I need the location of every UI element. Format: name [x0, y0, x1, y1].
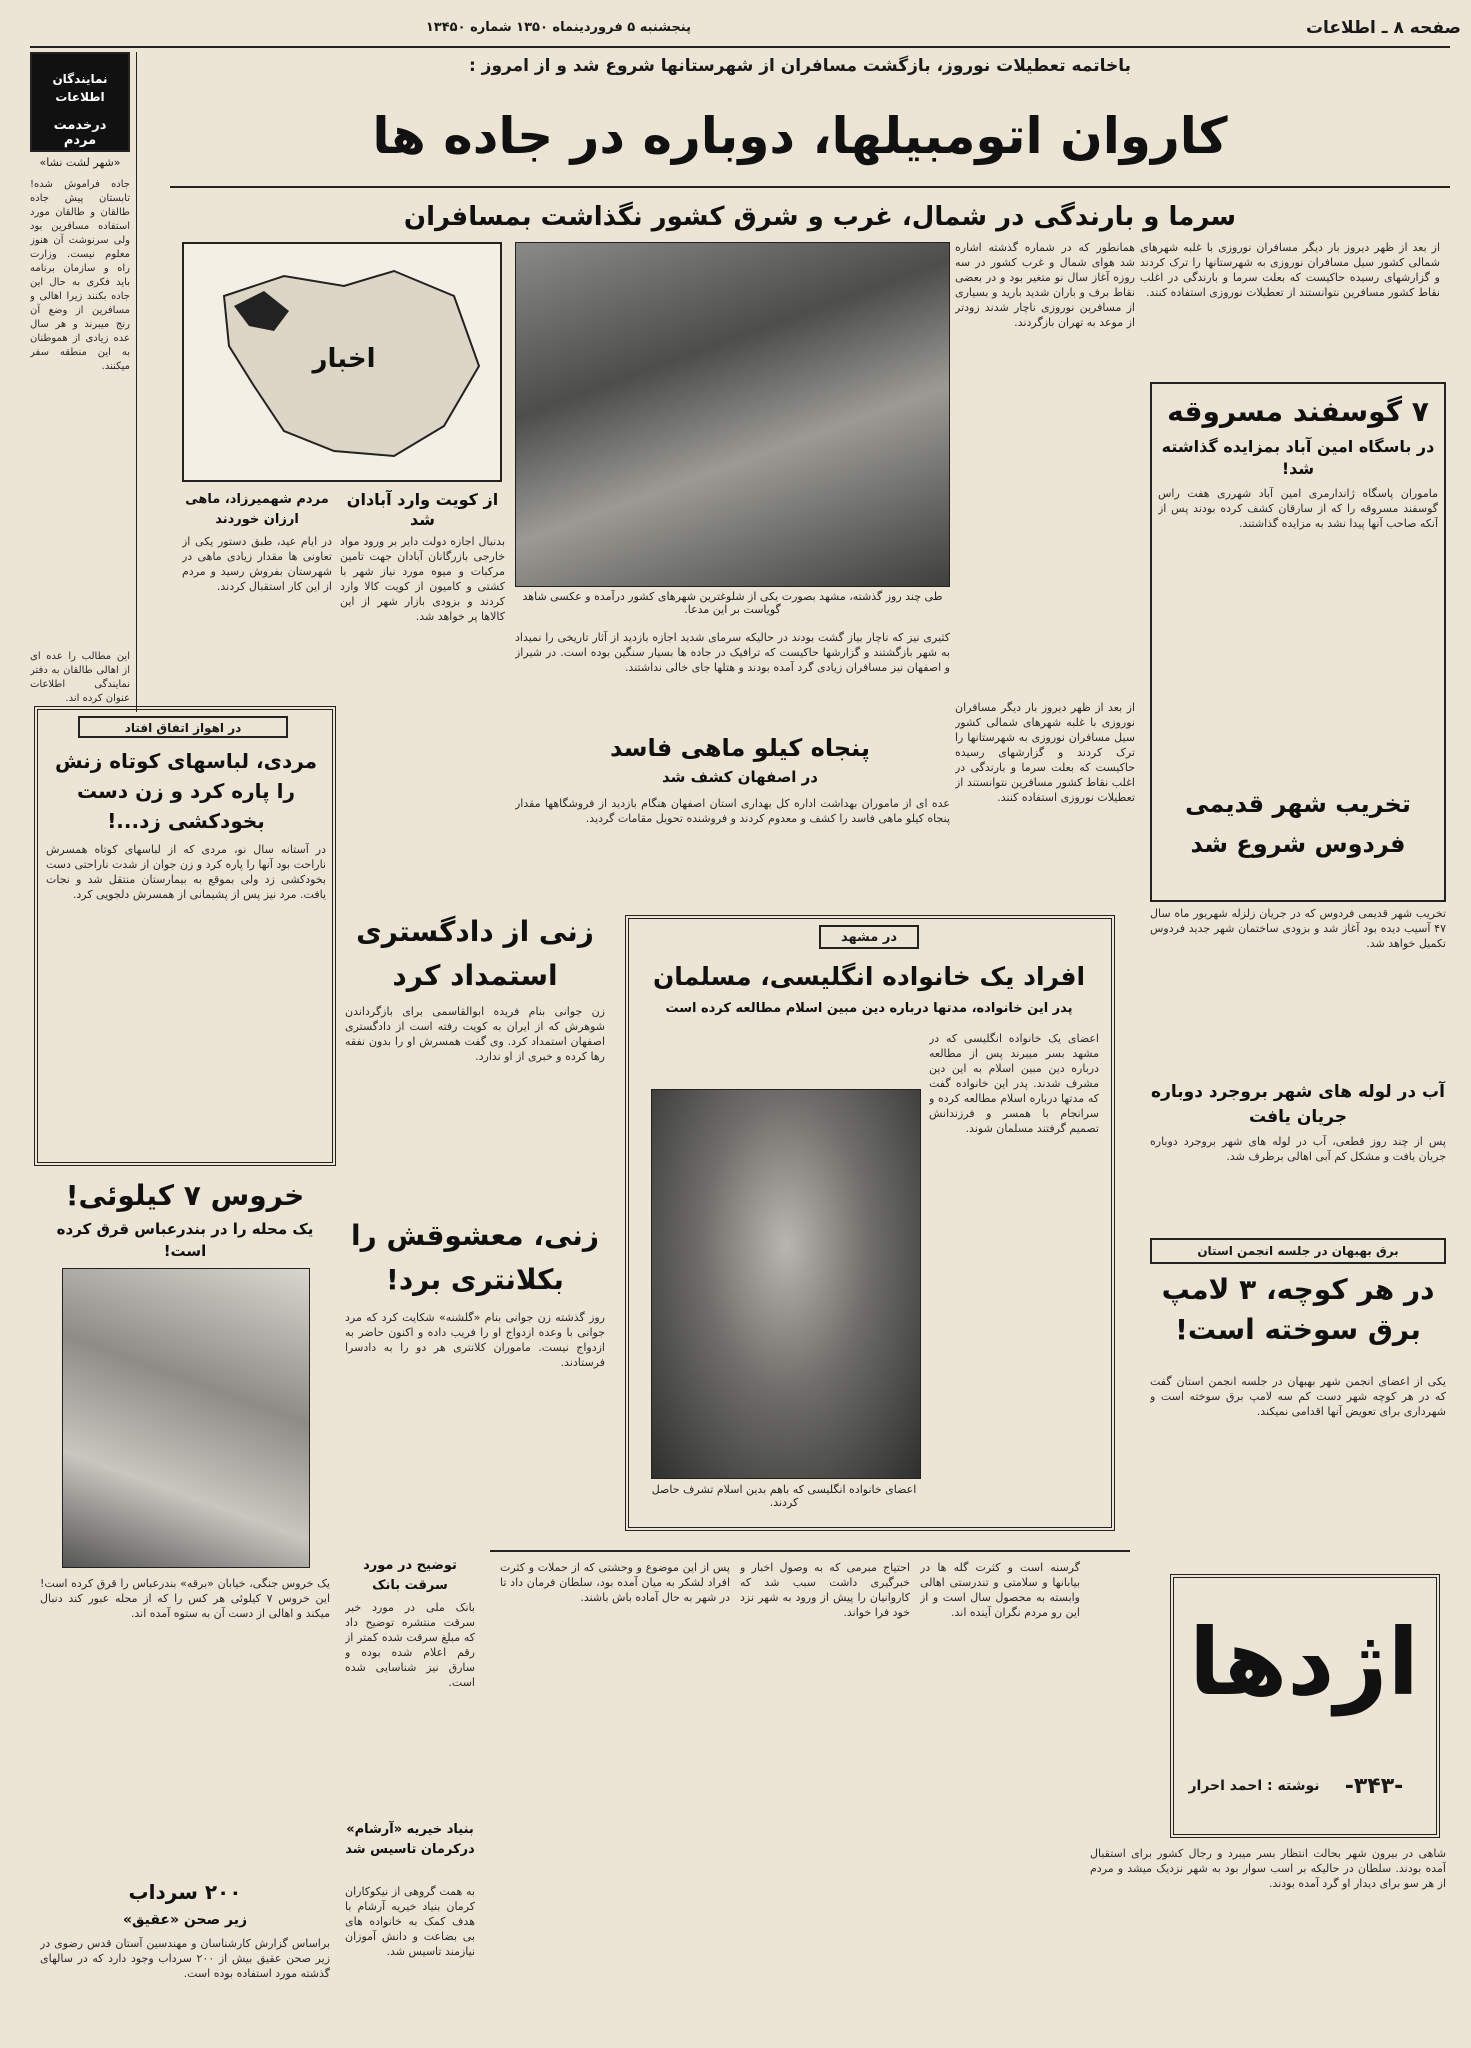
theft-text: بانک ملی در مورد خبر سرقت منتشره توضیح داد که مبلغ سرقت شده کمتر از رقم اعلام شده بوده و سارق نیز شناسایی شده است.	[345, 1601, 475, 1689]
sheep-sub: در باسگاه امین آباد بمزایده گذاشته شد!	[1161, 437, 1435, 478]
mashhad-text: اعضای یک خانواده انگلیسی که در مشهد بسر میبرند پس از مطالعه درباره دین مبین اسلام به این دین مشرف شدند. پدر این خانواده گفت که مدتها درباره اسلام مطالعه کرده و سرانجام با همسر و فرزندانش تصمیم گرفتند مسلمان شوند.	[929, 1032, 1099, 1135]
left-column-divider	[136, 52, 137, 712]
cellar-sub: زیر صحن «عقیق»	[122, 1912, 248, 1928]
bottom-col-3: پس از این موضوع و وحشتی که از حملات و کثرت افراد لشکر به میان آمده بود، سلطان فرمان داد تا در شهر به حال آماده باش باشند.	[500, 1561, 730, 1604]
theft-title: توضیح در مورد سرقت بانک	[363, 1558, 457, 1593]
fish-title: پنجاه کیلو ماهی فاسد	[610, 734, 870, 762]
people-box-title: مردم شهمیرزاد، ماهی ارزان خوردند	[185, 492, 329, 527]
bottom-col-1: گرسنه است و کثرت گله ها در بیابانها و سلامتی و تندرستی اهالی وابسته به محصول سال است و از این رو مردم نگران آینده اند.	[920, 1561, 1080, 1619]
rooster-text: یک خروس جنگی، خیابان «برقه» بندرعباس را قرق کرده است! این خروس ۷ کیلوئی هر کس را که از محله عبور کند دنبال میکند و اهالی از دست آن به ستوه آمده اند.	[40, 1577, 330, 1620]
lover-text: روز گذشته زن جوانی بنام «گلشنه» شکایت کرد که مرد جوانی با وعده ازدواج او را فریب داده و اکنون حاضر به ازدواج نیست. ماموران کلانتری هر دو را به دادسرا فرستادند.	[345, 1311, 605, 1369]
mashhad-title: افراد یک خانواده انگلیسی، مسلمان	[652, 962, 1086, 991]
ahvaz-title: مردی، لباسهای کوتاه زنش را پاره کرد و زن دست بخودکشی زد...!	[54, 749, 318, 833]
rooster-photo	[62, 1268, 310, 1568]
ferdows-text: تخریب شهر قدیمی فردوس که در جریان زلزله شهریور ماه سال ۴۷ آسیب دیده بود آغاز شد و بزودی ساختمان شهر جدید فردوس تکمیل خواهد شد.	[1150, 907, 1446, 950]
cellar-title: ۲۰۰ سرداب	[128, 1880, 242, 1904]
reps-logo-box	[30, 52, 130, 152]
charity-text: به همت گروهی از نیکوکاران کرمان بنیاد خیریه آرشام با هدف کمک به خانواده های بی بضاعت و دانش آموزان نیازمند تاسیس شد.	[345, 1885, 475, 1958]
service-header: درخدمت مردم	[53, 118, 107, 148]
borujerd-text: پس از چند روز قطعی، آب در لوله های شهر بروجرد دوباره جریان یافت و مشکل کم آبی اهالی برطرف شد.	[1150, 1135, 1446, 1163]
charity-title: بنیاد خیریه «آرشام» درکرمان تاسیس شد	[345, 1822, 475, 1857]
ahvaz-text: در آستانه سال نو، مردی که از لباسهای کوتاه همسرش ناراحت بود آنها را پاره کرد و زن جوان از شدت ناراحتی دست بخودکشی زد ولی بموقع به بیمارستان منتقل شد و نجات یافت. مرد نیز پس از پشیمانی از همسرش دلجویی کرد.	[46, 843, 326, 901]
ahvaz-box	[34, 706, 336, 1166]
lead-text-2: همانطور که در شماره گذشته اشاره شد هوای شمال و غرب کشور در سه روزه آغاز سال نو متغیر بود و در بعضی نقاط برف و باران شدید بارید و بسیاری از مسافرین نوروزی ناچار شدند زودتر از موعد به تهران بازگردند.	[955, 241, 1135, 329]
mashhad-box	[625, 915, 1115, 1531]
main-headline: کاروان اتومبیلها، دوباره در جاده ها	[372, 107, 1228, 165]
main-subheadline: سرما و بارندگی در شمال، غرب و شرق کشور نگذاشت بمسافران	[403, 202, 1237, 232]
lover-title: زنی، معشوقش را بکلانتری برد!	[351, 1219, 599, 1296]
woman-crime-title: زنی از دادگستری استمداد کرد	[356, 915, 594, 992]
main-photo-caption: طی چند روز گذشته، مشهد بصورت یکی از شلوغترین شهرهای کشور درآمده و عکسی شاهد گویاست بر این مدعا.	[522, 590, 943, 616]
borujerd-title: آب در لوله های شهر بروجرد دوباره جریان یافت	[1151, 1082, 1445, 1127]
fish-text: عده ای از ماموران بهداشت اداره کل بهداری استان اصفهان هنگام بازدید از فروشگاهها مقدار پنجاه کیلو ماهی فاسد را کشف و معدوم کردند و فروشنده تحویل مقامات گردید.	[515, 797, 950, 825]
left-column-sign: این مطالب را عده ای از اهالی طالقان به دفتر نمایندگی اطلاعات عنوان کرده اند.	[30, 651, 130, 704]
serial-author: نوشته : احمد احرار	[1188, 1778, 1320, 1794]
kuwait-text: بدنبال اجازه دولت دایر بر ورود مواد خارجی بازرگانان آبادان جهت تامین مرکبات و میوه مورد نیاز شهر با کشتی و کامیون از کویت کالا وارد کردند و بزودی بازار شهر از این کالاها پر خواهد شد.	[340, 535, 505, 623]
sheep-box	[1150, 382, 1446, 902]
sheep-title: ۷ گوسفند مسروقه	[1167, 395, 1429, 428]
rooster-sub: یک محله را در بندرعباس قرق کرده است!	[56, 1220, 314, 1260]
bottom-col-2: احتیاج مبرمی که به وصول اخبار و خبرگیری داشت سبب شد که کاروانیان را پیش از ورود به شهر نزد خود فرا خواند.	[740, 1561, 910, 1619]
mashhad-tag: در مشهد	[819, 925, 919, 949]
mashhad-caption: اعضای خانواده انگلیسی که باهم بدین اسلام تشرف حاصل کردند.	[651, 1483, 917, 1509]
fish-sub: در اصفهان کشف شد	[661, 768, 819, 786]
page-label: صفحه ۸ ـ اطلاعات	[1305, 18, 1461, 38]
reps-header: نمایندگان اطلاعات	[52, 72, 108, 104]
electric-title: در هر کوچه، ۳ لامپ برق سوخته است!	[1161, 1273, 1435, 1346]
kuwait-title: از کویت وارد آبادان شد	[346, 490, 499, 529]
electric-tag: برق بهبهان در جلسه انجمن استان	[1150, 1238, 1446, 1264]
serial-number: -۳۴۳-	[1344, 1774, 1404, 1799]
people-box-text: در ایام عید، طبق دستور یکی از تعاونی ها مقدار زیادی ماهی در شهرستان بفروش رسید و مردم از این کار استقبال کردند.	[182, 535, 332, 593]
lead-text: از بعد از ظهر دیروز بار دیگر مسافران نوروزی با غلبه شهرهای شمالی کشور سیل مسافران نوروزی به شهرستانها را ترک کردند و گزارشهای رسیده حاکیست که بعلت سرما و بارندگی در اغلب نقاط کشور مسافرین نتوانستند از تعطیلات نوروزی استفاده کنند.	[1140, 241, 1440, 299]
english-family-photo	[651, 1089, 921, 1479]
masthead-rule	[30, 46, 1450, 48]
serial-text: شاهی در بیرون شهر بحالت انتظار بسر میبرد و رجال کشور برای استقبال آمده بودند. سلطان در حالیکه بر اسب سوار بود به شهر نزدیک میشد و مردم از هر سو برای دیدار او گرد آمده بودند.	[1090, 1847, 1446, 1890]
map-title: اخبار	[312, 344, 376, 374]
left-column-body: جاده فراموش شده! تابستان پیش جاده طالقان و طالقان مورد استفاده مسافرین بود ولی سرنوشت آن هنوز معلوم نیست. وزارت راه و سازمان برنامه باید فکری به حال این جاده بکنند زیرا اهالی و مسافرین از وضع آن رنج میبرند و هر سال عده زیادی از هموطنان به این منطقه سفر میکنند.	[30, 179, 130, 372]
top-strip: باخاتمه تعطیلات نوروز، بازگشت مسافران از شهرستانها شروع شد و از امروز :	[468, 56, 1132, 76]
bottom-rule	[490, 1550, 1130, 1552]
ferdows-title: تخریب شهر قدیمی فردوس شروع شد	[1185, 790, 1411, 858]
main-photo-traffic	[515, 242, 950, 587]
electric-text: یکی از اعضای انجمن شهر بهبهان در جلسه انجمن استان گفت که در هر کوچه شهر دست کم سه لامپ برق سوخته است و شهرداری برای تعویض آنها اقدامی نمیکند.	[1150, 1375, 1446, 1418]
left-subhead: «شهر لشت نشا»	[39, 156, 121, 169]
province-news-map-box	[182, 242, 502, 482]
woman-crime-text: زن جوانی بنام فریده ابوالقاسمی برای بازگرداندن شوهرش که از ایران به کویت رفته است از دادگستری اصفهان استمداد کرد. وی گفت همسرش او را بدون نفقه رها کرده و خبری از او ندارد.	[345, 1005, 605, 1063]
sheep-text: ماموران پاسگاه ژاندارمری امین آباد شهرری هفت راس گوسفند مسروقه را که از سارقان کشف کرده بودند پس از آنکه صاحب آنها پیدا نشد به مزایده گذاشتند.	[1158, 487, 1438, 530]
ahvaz-tag: در اهواز اتفاق افتاد	[78, 716, 288, 738]
mashhad-sub: پدر این خانواده، مدتها درباره دین مبین اسلام مطالعه کرده است	[665, 1001, 1073, 1016]
mid-column-text: کثیری نیز که ناچار بیاز گشت بودند در حالیکه سرمای شدید اجازه بازدید از آثار تاریخی را نمیداد به شهر بازگشتند و گزارشها حاکیست که ترافیک در جاده ها بسیار سنگین بوده است. در شیراز و اصفهان نیز مسافران زیادی گرد آمده بودند و هتلها جای خالی نداشتند.	[515, 631, 950, 674]
headline-rule	[170, 186, 1450, 188]
serial-box	[1170, 1574, 1440, 1838]
mid-right-text: از بعد از ظهر دیروز بار دیگر مسافران نوروزی با غلبه شهرهای شمالی کشور سیل مسافران نوروزی به شهرستانها را ترک کردند و گزارشهای رسیده حاکیست که بعلت سرما و بارندگی در اغلب نقاط کشور مسافرین نتوانستند از تعطیلات نوروزی استفاده کنند.	[955, 701, 1135, 804]
date-line: پنجشنبه ۵ فروردینماه ۱۳۵۰ شماره ۱۳۴۵۰	[425, 20, 691, 35]
rooster-title: خروس ۷ کیلوئی!	[65, 1179, 305, 1212]
cellar-text: براساس گزارش کارشناسان و مهندسین آستان قدس رضوی در زیر صحن عقیق بیش از ۲۰۰ سرداب وجود دارد که در سالهای گذشته مورد استفاده بوده است.	[40, 1937, 330, 1980]
serial-title: اژدها	[1188, 1609, 1420, 1716]
